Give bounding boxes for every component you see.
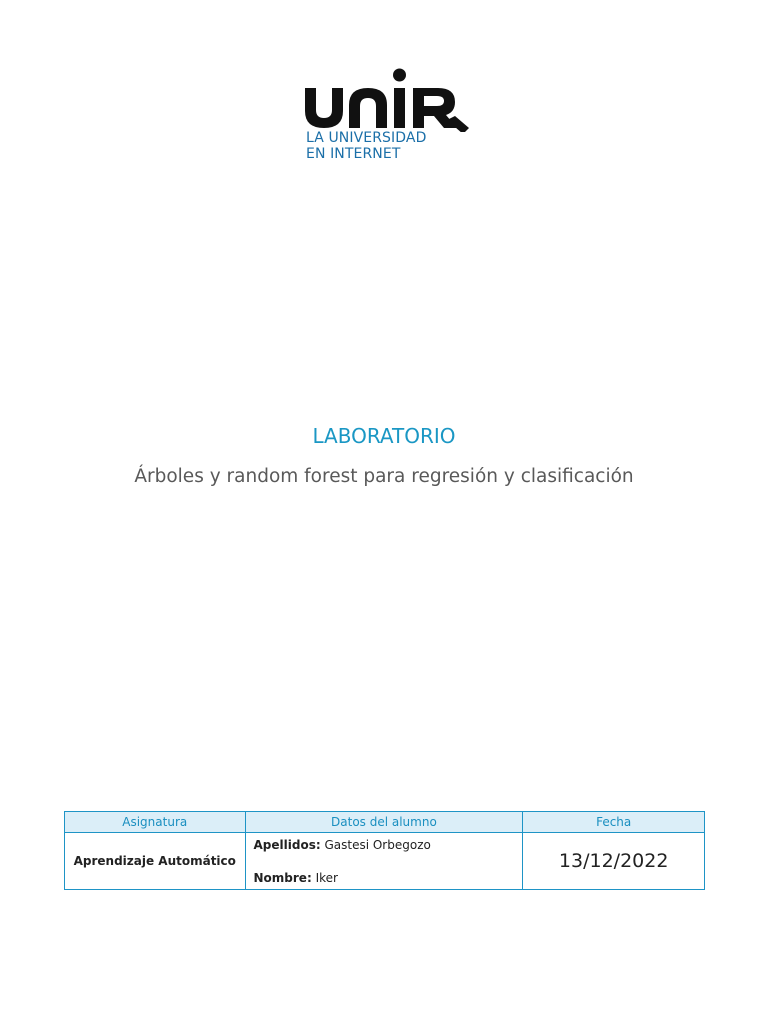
- header-asignatura: Asignatura: [65, 812, 246, 833]
- unir-logo: [303, 66, 483, 166]
- asignatura-value: Aprendizaje Automático: [65, 833, 246, 890]
- datos-alumno-cell: [245, 833, 523, 890]
- logo-tagline-line1: LA UNIVERSIDAD: [306, 130, 427, 146]
- fecha-value: 13/12/2022: [523, 833, 705, 890]
- document-subtitle: Árboles y random forest para regresión y clasificación: [134, 466, 634, 487]
- table-header-row: [65, 812, 705, 833]
- apellidos-label: Apellidos:: [253, 838, 321, 852]
- logo-tagline: [306, 130, 426, 162]
- header-datos-alumno: Datos del alumno: [245, 812, 523, 833]
- logo-tagline-line2: EN INTERNET: [306, 146, 401, 162]
- nombre-line: [254, 871, 338, 885]
- apellidos-line: [254, 838, 431, 852]
- nombre-label: Nombre:: [253, 871, 312, 885]
- unir-wordmark-logo: [303, 66, 483, 132]
- document-title: LABORATORIO: [312, 424, 456, 448]
- header-fecha: Fecha: [523, 812, 705, 833]
- student-info-table: [64, 811, 705, 890]
- table-row: [65, 833, 705, 890]
- nombre-value: Iker: [315, 871, 338, 885]
- apellidos-value: Gastesi Orbegozo: [324, 838, 431, 852]
